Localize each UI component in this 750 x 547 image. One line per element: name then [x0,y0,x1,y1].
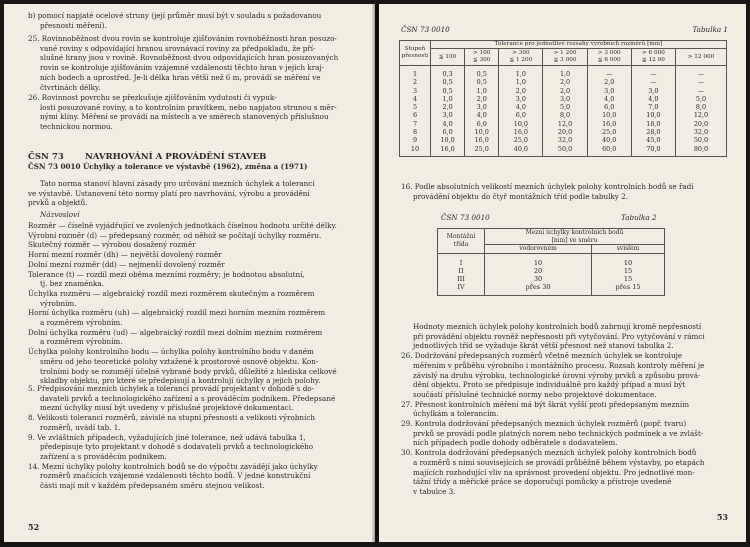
page-number-left: 52 [28,522,40,532]
right-paragraphs [401,322,731,497]
table-cell: 5,0 [675,95,726,103]
text-line: 9. Ve zvláštních případech, vyžadujících jiné tolerance, než udává tabulka 1, [28,432,306,442]
table-cell: 0,5 [465,78,499,86]
table-cell: — [631,78,675,86]
table-cell: 4,0 [465,111,499,119]
table-cell: 0,3 [431,66,465,79]
table-row [400,120,727,128]
table-1-range-head [499,49,543,66]
table-cell: 4,0 [431,120,465,128]
table-cell: 20 [485,267,592,275]
table-cell: 25,0 [499,136,543,144]
text-line: Úchylka polohy kontrolního bodu — úchylka polohy kontrolního bodu v daném [28,347,314,357]
table-cell: 3,0 [587,87,631,95]
text-line: v tabulce 3. [413,486,456,496]
header-tab: Tabulka 1 [692,25,728,34]
range-label: > 6 000 [641,50,665,56]
table-cell: 4 [400,95,431,103]
table-1-range-head [587,49,631,66]
table-2-col0-head [438,229,485,254]
text-line: Dolní mezní rozměr (dd) — nejmenší dovolený rozměr [28,259,225,269]
table-row [400,78,727,86]
range-label: ≦ 100 [438,53,457,60]
text-line: rozměrů značících vzájemné vzdálenosti těchto bodů. V jedné konstrukční [40,471,311,481]
text-line: rovin se kontroluje zjišťováním vzájemné vzdálenosti těchto hran v jejich kraj- [40,63,325,73]
text-line: měřením v průběhu výrobního i montážního procesu. Rozsah kontroly měření je [413,360,705,370]
table-cell: 16,0 [465,136,499,144]
right-page [379,4,746,542]
text-line: Dolní úchylka rozměru (ud) — algebraický rozdíl mezi dolním mezním rozměrem [28,327,323,337]
table-cell: přes 15 [592,283,665,296]
table-cell: 45,0 [631,136,675,144]
section-title: NAVRHOVÁNÍ A PROVÁDĚNÍ STAVEB [84,152,267,162]
table-cell: 28,0 [631,128,675,136]
text-line: 30. Kontrola dodržování předepsaných mezních úchylek polohy kontrolních bodů [401,448,697,458]
text-line: Hodnoty mezních úchylek polohy kontrolních bodů zahrnují kromě nepřesností [413,322,702,331]
table-cell: 3,0 [631,87,675,95]
table-row [400,95,727,103]
table-cell: — [587,66,631,79]
item-26 [28,93,358,132]
items-5-14 [28,384,358,491]
table-2-group-label: Mezní úchylky kontrolních bodů [525,229,624,236]
table-2-col0-label: Montážní [446,233,476,241]
table-cell: 16,0 [587,120,631,128]
text-line: 27. Přesnost kontrolních měření má být škrát vyšší proti předepsaným mezním [401,399,690,409]
table-cell: III [438,275,485,283]
table-2-group-label: [mm] ve směru [551,236,598,244]
table-cell: 10 [485,253,592,267]
table-cell: 12,0 [675,111,726,119]
text-line: 26. Rovinnost povrchu se přezkušuje zjišťováním vydutosti či vypuk- [28,93,277,102]
range-label: ≦ 6 000 [597,57,621,63]
text-line: 8. Velikosti tolerancí rozměrů, závislé na stupni přesnosti a velikosti výrobních [28,413,316,423]
text-line: části mají mít v každém předepsaném směru stejnou velikost. [40,481,265,491]
table-cell: 8 [400,128,431,136]
text-line: ních bodech a uprostřed. Je-li délka hran větší než 6 m, provádí se měření ve [40,72,321,82]
table-cell: 16,0 [431,145,465,157]
table-cell: 40,0 [587,136,631,144]
table-cell: 25,0 [587,128,631,136]
text-line: Rozměr — číselně vyjádřující ve zvolených jednotkách číselnou hodnotu určité délky. [28,221,337,230]
text-line: prvků se provádí podle platných norem nebo technických podmínek a ve zvlášt- [413,428,704,438]
table-2-body [438,253,665,295]
text-line: Výrobní rozměr (d) — předepsaný rozměr, od něhož se počítají úchylky rozměru. [28,230,322,240]
text-line: skladby objektu, pro které se předepisují a kontrolují úchylky a jejich polohy. [40,376,321,386]
table-cell: 0,5 [431,87,465,95]
table-row [400,87,727,95]
table-cell: 10,0 [631,111,675,119]
table-row [400,128,727,136]
table-cell: 3,0 [465,103,499,111]
text-line: součástí příslušné technické normy nebo projektové dokumentace. [413,389,657,399]
table-2-col0-label: třída [453,240,469,248]
item-25 [28,34,358,92]
table-row [438,275,665,283]
section-heading [28,144,358,163]
range-label: ≦ 3 000 [553,57,577,63]
range-label: > 100 [472,50,491,56]
table-cell: 20,0 [675,120,726,128]
table-cell: 7,0 [631,103,675,111]
range-label: ≦ 300 [472,57,491,63]
text-line: a rozměrem výrobním. [40,318,123,328]
table-cell: 2 [400,78,431,86]
table-2-sub-horizontal: vodorovném [485,245,592,254]
table-cell: 10 [400,145,431,157]
table-cell: 6,0 [465,120,499,128]
table-row [400,136,727,144]
text-line: Tato norma stanoví hlavní zásady pro určování mezních úchylek a tolerancí [40,179,315,188]
table-1-range-head [431,49,465,66]
text-line: 16. Podle absolutních velikostí mezních úchylek polohy kontrolních bodů se řadí [401,182,694,191]
table-cell: 40,0 [499,145,543,157]
text-line: závislý na druhu výrobku, technologické úrovni výroby prvků a způsobu prová- [413,370,701,380]
table-cell: 10,0 [587,111,631,119]
table-1 [399,40,727,157]
table-cell: přes 30 [485,283,592,296]
table-cell: I [438,253,485,267]
item-16 [401,182,731,201]
table-1-body [400,66,727,157]
table-1-range-head [675,49,726,66]
table-cell: 2,0 [543,78,587,86]
table-cell: 80,0 [675,145,726,157]
tab2-label: Tabulka 2 [621,213,657,222]
tab2-code: ČSN 73 0010 [441,213,490,222]
text-line: předepisuje tyto projektant v dohodě s dodavateli prvků a technologického [40,442,314,452]
table-2-group-head [485,229,665,245]
table-cell: 30 [485,275,592,283]
intro-paragraph [28,179,358,208]
table-row [438,283,665,296]
table-cell: 0,5 [431,78,465,86]
table-cell: 2,0 [431,103,465,111]
table-cell: 12,0 [543,120,587,128]
table-cell: 6,0 [499,111,543,119]
table-cell: 6,0 [431,128,465,136]
table-cell: 3,0 [543,95,587,103]
text-line: nými klíny. Měření se provádí na místech a ve směrech stanovených příslušnou [40,112,329,122]
table-cell: 8,0 [675,103,726,111]
text-line: rozměrů, uvádí tab. 1. [40,422,121,432]
text-line: ve výstavbě. Ustanovení této normy platí pro navrhování, výrobu a provádění [28,188,310,198]
text-line: ních případech podle dohody odběratele s dodavatelem. [413,438,618,448]
text-line: Úchylka rozměru — algebraický rozdíl mezi rozměrem skutečným a rozměrem [28,288,315,298]
range-label: > 3 000 [597,50,621,56]
table-cell: 16,0 [499,128,543,136]
text-line: přesností měření). [40,20,107,30]
table-1-group-head: Tolerance pro jednotlivé rozsahy výrobních rozměrů [mm] [431,41,727,49]
text-line: směru od jeho teoretické polohy vztažené k prostorové osnově objektu. Kon- [40,356,319,366]
table-cell: 10,0 [499,120,543,128]
text-line: a rozměrem výrobním. [40,337,123,347]
text-line: provádění objektu do čtyř montážních tříd podle tabulky 2. [413,191,628,201]
table-cell: 2,0 [543,87,587,95]
definitions [28,221,358,386]
table-cell: 4,0 [587,95,631,103]
text-line: tážní třídy a měřické práce se doporučují pomůcky a přístroje uvedené [413,477,672,487]
text-line: vané roviny s odpovídající hranou srovnávací roviny za předpokladu, že pří- [40,43,316,53]
table-cell: 50,0 [675,136,726,144]
text-line: Horní úchylka rozměru (uh) — algebraický rozdíl mezi horním mezním rozměrem [28,308,326,318]
text-line: jednotlivých tříd se vyžaduje škrát větší přesnost než stanoví tabulka 2. [413,341,674,351]
text-line: výrobním. [40,298,77,308]
table-cell: 3,0 [431,111,465,119]
text-line: 5. Předpisování mezních úchylek a tolerancí provádí projektant v dohodě s do- [28,384,315,393]
table-2-sub-vertical: svislém [592,245,665,254]
text-line: b) pomocí napjaté ocelové struny (její průměr musí být v souladu s požadovanou [28,11,322,20]
table-cell: 2,0 [465,95,499,103]
range-label: ≦ 12 00 [641,57,665,63]
table-1-range-head [465,49,499,66]
table-row [400,111,727,119]
table-cell: 4,0 [499,103,543,111]
range-label: > 12 000 [687,53,715,60]
table-cell: 20,0 [543,128,587,136]
table-cell: IV [438,283,485,296]
table-cell: 9 [400,136,431,144]
text-line: losti posuzované roviny, a to kontrolním pravítkem, nebo napjatou strunou s měr- [40,102,337,112]
text-line: 29. Kontrola dodržování předepsaných mezních úchylek rozměrů (popř. tvaru) [401,419,687,429]
table-cell: 1,0 [465,87,499,95]
page-number-right: 53 [716,512,728,522]
text-line: 25. Rovinnoběžnost dvou rovin se kontroluje zjišťováním rovnoběžnosti hran posuzo- [28,34,337,43]
table-cell: 7 [400,120,431,128]
text-line: prvků a objektů. [28,198,88,208]
section-code: ČSN 73 [28,152,64,162]
text-line: Tolerance (t) — rozdíl mezi oběma mezními rozměry; je hodnotou absolutní, [28,269,305,279]
table-cell: 3,0 [499,95,543,103]
table-1-col0-label: přesnosti [401,53,429,59]
text-line: a rozměrů s nimi souvisejících se provádí průběžně během výstavby, po etapách [413,457,705,467]
text-line: technickou normou. [40,122,113,132]
table-cell: — [675,66,726,79]
table-2 [437,228,665,296]
text-line: 26. Dodržování předepsaných rozměrů včetně mezních úchylek se kontroluje [401,351,683,361]
text-line: slušné hrany jsou v rovině. Rovnoběžnost dvou odpovídajících hran posuzovaných [40,53,339,63]
table-cell: 6 [400,111,431,119]
table-cell: 1,0 [431,95,465,103]
text-line: Horní mezní rozměr (dh) — největší dovolený rozměr [28,250,222,260]
text-line: mezní úchylky musí být uvedeny v příslušné projektové dokumentaci. [40,403,294,413]
text-line: 14. Mezní úchylky polohy kontrolních bodů se do výpočtu zavádějí jako úchylky [28,461,318,471]
table-cell: 10,0 [431,136,465,144]
table-row [400,66,727,79]
text-line: zařízení a s prováděcím podnikem. [40,451,167,461]
table-cell: 2,0 [587,78,631,86]
table-1-range-row [400,49,727,66]
text-line: úchylkám a tolerancím. [413,409,499,419]
table-row [438,253,665,267]
table-cell: 3 [400,87,431,95]
header-code: ČSN 73 0010 [401,25,450,34]
text-line: dění objektu. Proto se předpisuje individuálně pro každý případ a musí být [413,380,686,390]
table-cell: 8,0 [543,111,587,119]
table-cell: II [438,267,485,275]
table-cell: 10,0 [465,128,499,136]
table-row [400,145,727,157]
left-page [4,4,375,542]
table-cell: 1,0 [499,78,543,86]
table-cell: 1 [400,66,431,79]
text-line: při provádění objektu rovněž nepřesnosti při vytyčování. Pro vytyčování v rámci [413,331,705,341]
table-cell: 50,0 [543,145,587,157]
range-label: > 1 200 [553,50,577,56]
table-cell: 32,0 [675,128,726,136]
table-cell: — [675,78,726,86]
table-cell: 1,0 [499,66,543,79]
text-line: trolními body se rozumějí účelně vybrané body prvků, důležité z hlediska celkové [40,366,337,376]
table-cell: 1,0 [543,66,587,79]
table-cell: 0,5 [465,66,499,79]
text-line: tj. bez znaménka. [40,279,104,289]
table-cell: 70,0 [631,145,675,157]
table-cell: — [631,66,675,79]
table-1-range-head [543,49,587,66]
table-cell: — [675,87,726,95]
table-cell: 5 [400,103,431,111]
table-cell: 18,0 [631,120,675,128]
table-cell: 25,0 [465,145,499,157]
text-line: davateli prvků a technologického zařízení a s prováděcím podnikem. Předepsané [40,393,336,403]
continued-item-b [28,11,358,30]
text-line: Skutečný rozměr — výrobou dosažený rozměr [28,240,196,250]
table-cell: 60,0 [587,145,631,157]
text-line: majících rozhodující vliv na správnost provedení objektu. Pro jednotlivé mon- [413,467,695,477]
text-line: čtvrtinách délky. [40,82,101,92]
table-cell: 5,0 [543,103,587,111]
range-label: ≦ 1 200 [509,57,533,63]
subheading: Názvosloví [40,210,80,219]
table-row [438,267,665,275]
table-cell: 15 [592,267,665,275]
table-cell: 2,0 [499,87,543,95]
table-cell: 15 [592,275,665,283]
range-label: > 300 [512,50,530,56]
table-cell: 32,0 [543,136,587,144]
table-1-col0-label: Stupeň [404,46,426,52]
table-1-col0-head [400,41,431,66]
table-cell: 6,0 [587,103,631,111]
standard-line: ČSN 73 0010 Úchylky a tolerance ve výstavbě (1962), změna a (1971) [28,162,308,171]
table-1-range-head [631,49,675,66]
table-row [400,103,727,111]
table-cell: 10 [592,253,665,267]
table-cell: 4,0 [631,95,675,103]
